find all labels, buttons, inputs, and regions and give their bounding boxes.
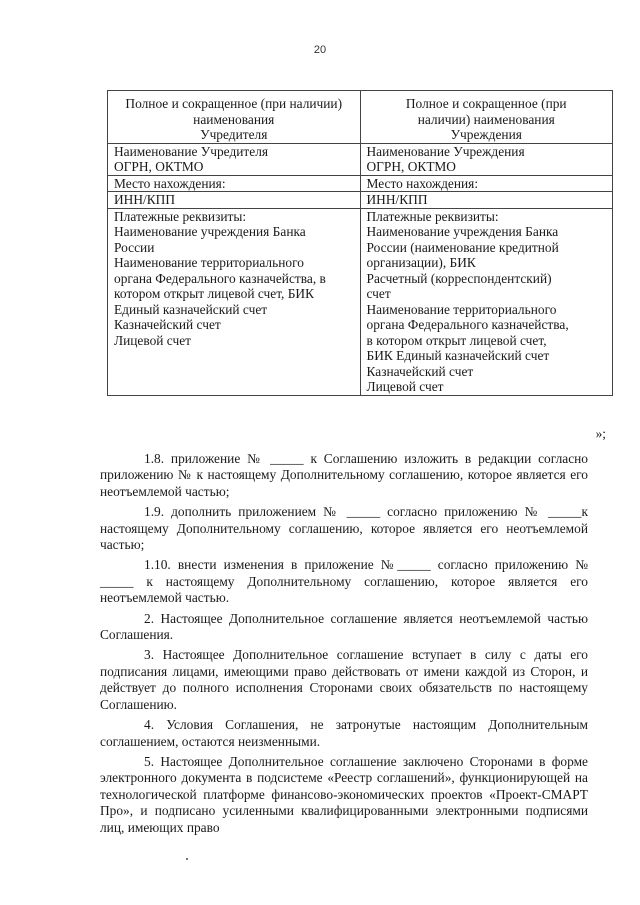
cell-line: Платежные реквизиты: [114,208,247,224]
paragraph-1-9: 1.9. дополнить приложением № _____ согласно приложению № _____к настоящему Дополнительному соглашению, которое является его неотъемлемой частью; [100,504,588,553]
table-row [108,208,613,395]
cell-line: Лицевой счет [366,379,444,394]
cell-line: Лицевой счет [114,332,192,348]
table-header-row [108,91,613,144]
cell-line: России (наименование кредитной [366,239,559,255]
paragraph-4: 4. Условия Соглашения, не затронутые настоящим Дополнительным соглашением, остаются неизменными. [100,717,588,749]
table-row [108,175,613,192]
page-number: 20 [313,44,327,56]
document-body [100,451,588,840]
cell-line: Место нахождения: [114,175,226,191]
header-cell-institution [360,91,613,144]
cell-line: котором открыт лицевой счет, БИК [114,286,315,301]
paragraph-5: 5. Настоящее Дополнительное соглашение заключено Сторонами в форме электронного документа в подсистеме «Реестр соглашений», функционирующей на технологической платформе финансово-экономических проектов «Проект-СМАРТ Про», и подписано усиленными квалифицированными электронными подписями лиц, имеющих право [100,753,588,835]
table-closing-quote: »; [595,426,606,441]
table-cell [360,143,613,175]
table-cell [360,192,613,209]
cell-line: Место нахождения: [366,175,479,191]
cell-line: ОГРН, ОКТМО [114,159,204,174]
cell-line: ИНН/КПП [366,192,428,207]
header-line: наличии) наименования [417,111,555,127]
cell-line: Наименование территориального [114,255,304,270]
header-cell-founder [108,91,361,144]
paragraph-2: 2. Настоящее Дополнительное соглашение является неотъемлемой частью Соглашения. [100,610,588,643]
table-cell [108,192,361,209]
table-row [108,143,613,175]
requisites-table [107,90,613,396]
cell-line: ОГРН, ОКТМО [366,159,456,174]
cell-line: в котором открыт лицевой счет, [366,332,547,348]
cell-line: Наименование Учреждения [366,143,525,159]
cell-line: Единый казначейский счет [114,301,268,317]
cell-line: БИК Единый казначейский счет [366,348,550,363]
cell-line: организации), БИК [366,255,476,270]
cell-line: Казначейский счет [114,317,221,332]
cell-line: Платежные реквизиты: [366,208,499,224]
cell-line: органа Федерального казначейства, в [114,270,326,286]
paragraph-1-8: 1.8. приложение № _____ к Соглашению изложить в редакции согласно приложению № к настоящему Дополнительному соглашению, которое является его неотъемлемой частью; [100,451,588,499]
table-cell [108,143,361,175]
scan-speck [186,858,188,860]
table-cell [360,175,613,192]
cell-line: органа Федерального казначейства, [366,317,569,332]
header-line: Полное и сокращенное (при [405,96,567,111]
cell-line: Расчетный (корреспондентский) [366,270,552,286]
cell-line: Наименование территориального [366,301,557,317]
cell-line: Наименование учреждения Банка [114,224,306,239]
header-line: Учредителя [200,127,268,142]
cell-line: Казначейский счет [366,363,474,379]
table-cell [360,208,613,395]
table-cell [108,175,361,192]
paragraph-1-10: 1.10. внести изменения в приложение №_____ согласно приложению № _____ к настоящему Дополнительному соглашению, которое является его неотъемлемой частью. [100,557,588,606]
cell-line: Наименование Учредителя [114,143,269,159]
cell-line: ИНН/КПП [114,192,176,207]
cell-line: России [114,239,155,255]
header-line: наименования [193,111,275,127]
header-line: Полное и сокращенное (при наличии) [125,96,343,111]
table-cell [108,208,361,395]
table-row [108,192,613,209]
cell-line: Наименование учреждения Банка [366,224,559,239]
paragraph-3: 3. Настоящее Дополнительное соглашение вступает в силу с даты его подписания лицами, имеющими право действовать от имени каждой из Сторон, и действует до полного исполнения Сторонами своих обязательств по настоящему Соглашению. [100,647,588,712]
header-line: Учреждения [450,127,522,142]
cell-line: счет [366,286,391,301]
